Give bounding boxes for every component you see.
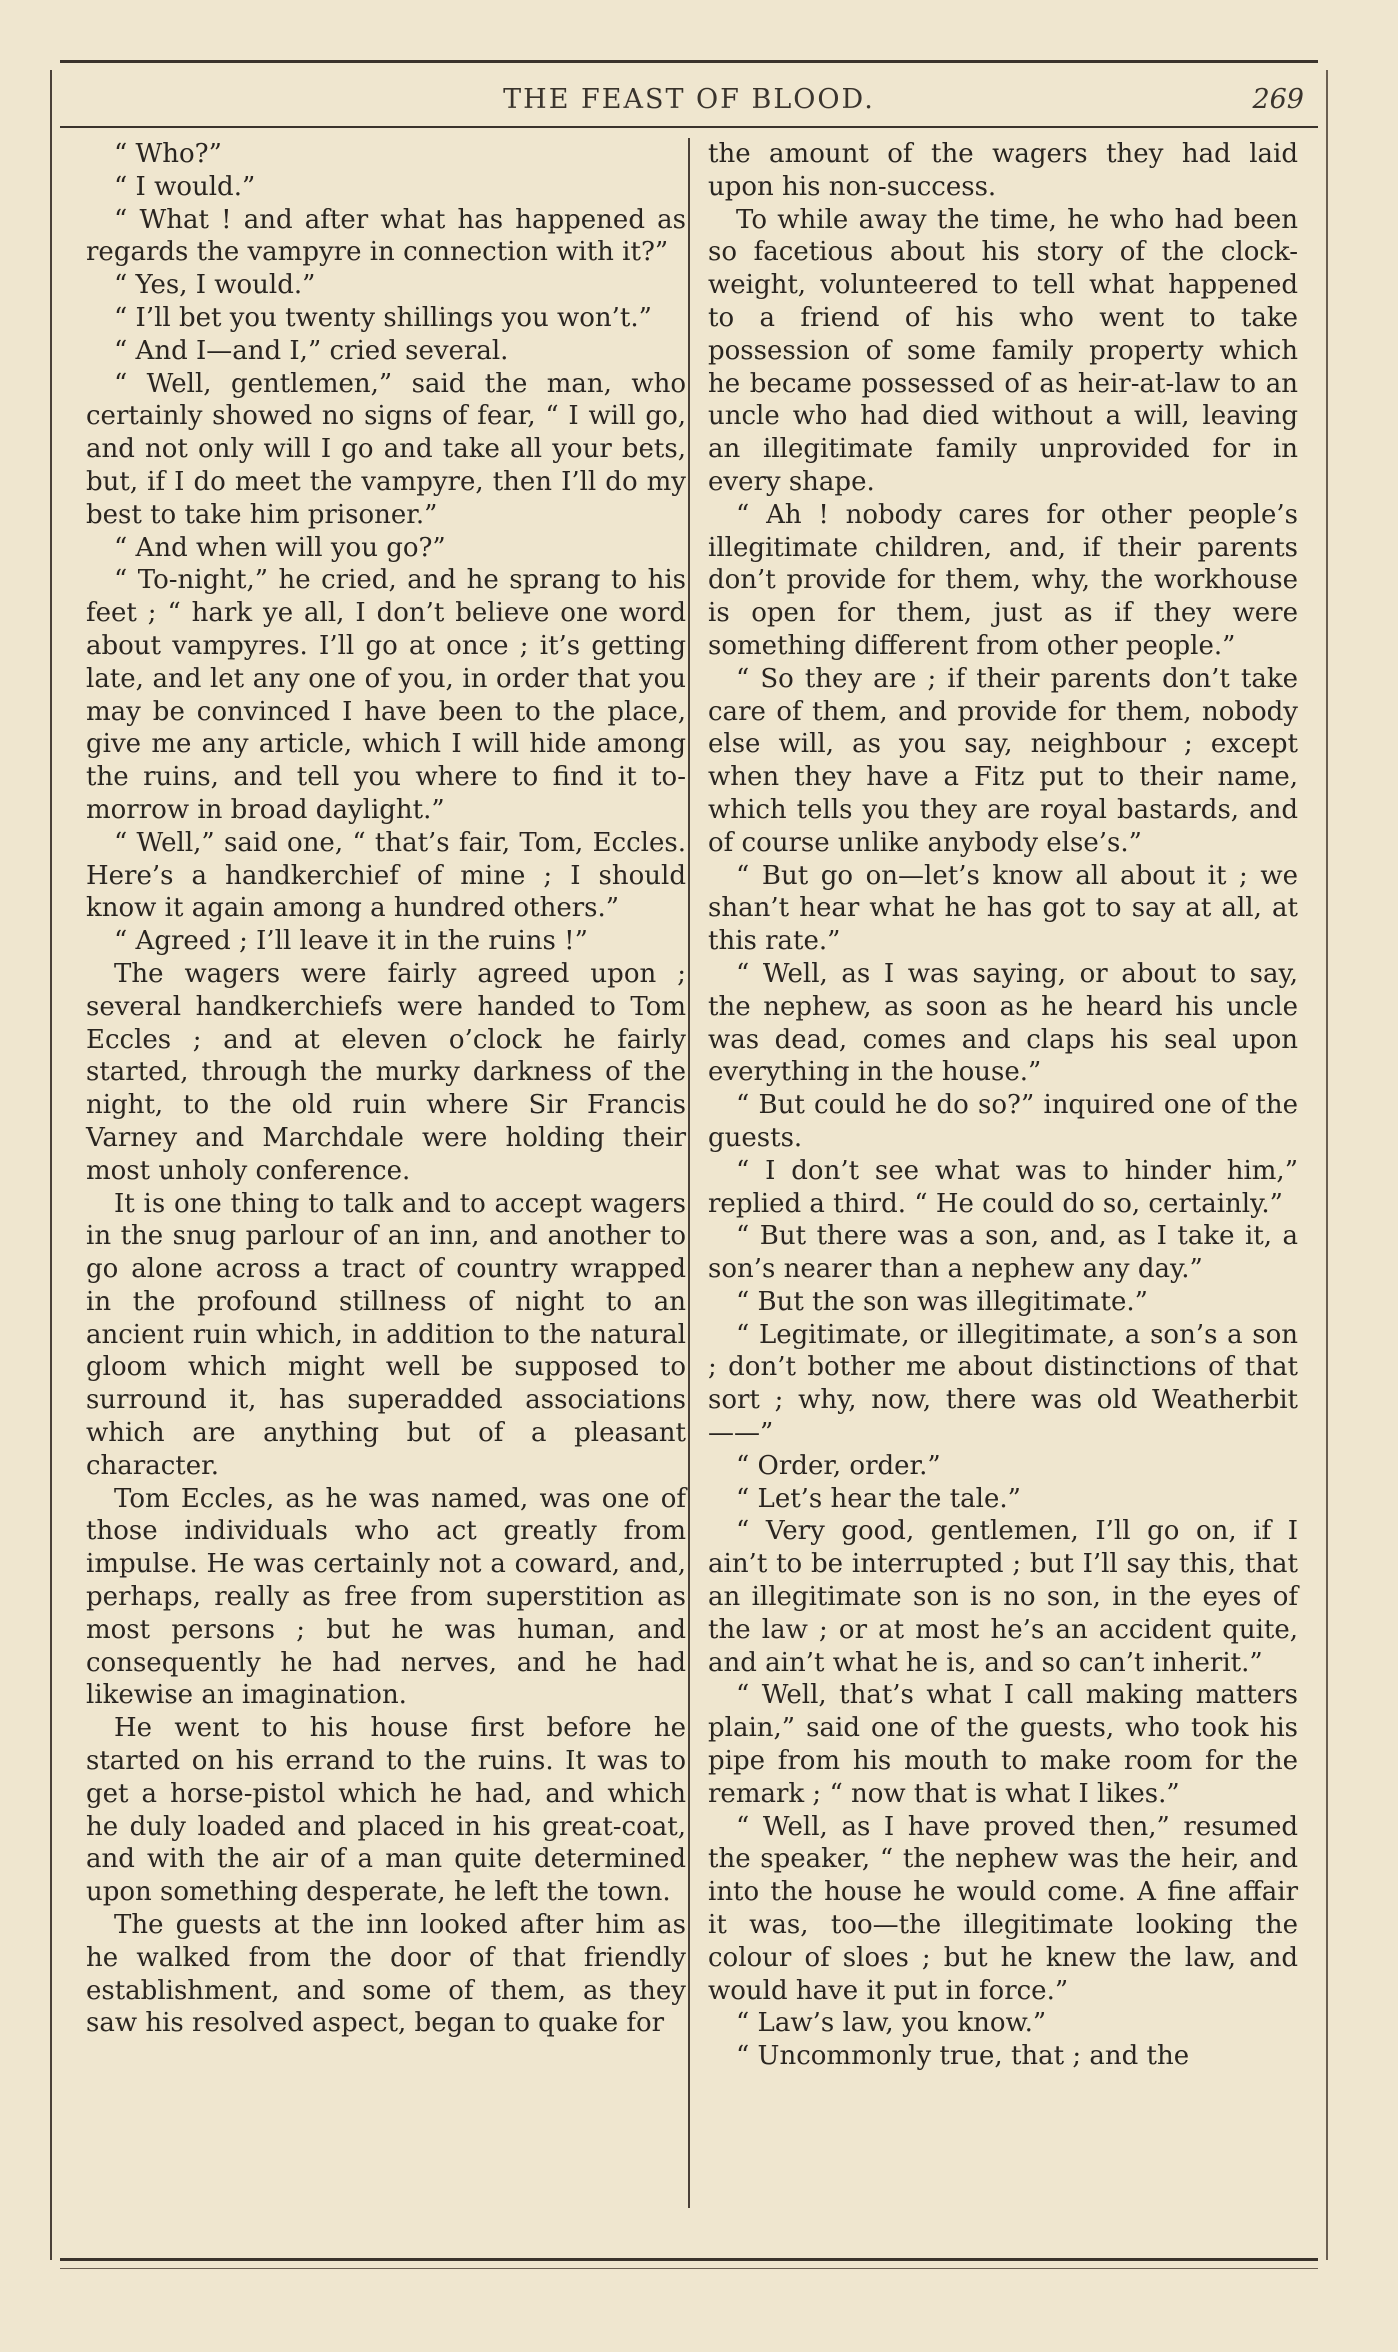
paragraph: “ Well,” said one, “ that’s fair, Tom, Eccles. Here’s a handkerchief of mine ; I should know it again among a hundred others.” — [86, 827, 686, 924]
paragraph: He went to his house first before he started on his errand to the ruins. It was to get a horse-pistol which he had, and which he duly loaded and placed in his great-coat, and with the air of a man quite determined upon something desperate, he left the town. — [86, 1713, 686, 1908]
paragraph: “ Well, gentlemen,” said the man, who certainly showed no signs of fear, “ I will go, and not only will I go and take all your bets, but, if I do meet the vampyre, then I’ll do my best to take him prisoner.” — [86, 368, 686, 530]
paragraph: “ I don’t see what was to hinder him,” replied a third. “ He could do so, certainly.” — [708, 1155, 1298, 1219]
paragraph: the amount of the wagers they had laid upon his non-success. — [708, 139, 1298, 202]
paragraph: It is one thing to talk and to accept wagers in the snug parlour of an inn, and another to go alone across a tract of country wrapped in the profound stillness of night to an ancient ruin which, in addition to the natural gloom which might well be supposed to surround it, has superadded associations which are anything but of a pleasant character. — [86, 1188, 686, 1481]
left-column — [86, 138, 686, 2040]
paragraph: “ Well, that’s what I call making matters plain,” said one of the guests, who took his pipe from his mouth to make room for the remark ; “ now that is what I likes.” — [708, 1680, 1298, 1809]
paragraph: “ So they are ; if their parents don’t take care of them, and provide for them, nobody else will, as you say, neighbour ; except when they have a Fitz put to their name, which tells you they are royal bastards, and of course unlike anybody else’s.” — [708, 663, 1298, 858]
paragraph: “ Well, as I have proved then,” resumed the speaker, “ the nephew was the heir, and into the house he would come. A fine affair it was, too—the illegitimate looking the colour of sloes ; but he knew the law, and would have it put in force.” — [708, 1811, 1298, 2006]
paragraph: “ Uncommonly true, that ; and the — [736, 2041, 1190, 2072]
paragraph: “ I would.” — [114, 171, 256, 202]
paragraph: “ Ah ! nobody cares for other people’s illegitimate children, and, if their parents don’t provide for them, why, the workhouse is open for them, just as if they were something different from other people.” — [708, 499, 1298, 661]
paragraph: “ Who?” — [114, 139, 222, 169]
paragraph: “ But there was a son, and, as I take it, a son’s nearer than a nephew any day.” — [708, 1221, 1298, 1285]
paragraph: “ Yes, I would.” — [114, 270, 316, 301]
bottom-rule-thin — [60, 2268, 1318, 2269]
paragraph: Tom Eccles, as he was named, was one of those individuals who act greatly from impulse. He was certainly not a coward, and, perhaps, really as free from superstition as most persons ; but he was human, and consequently he had nerves, and he had likewise an imagination. — [86, 1483, 686, 1711]
column-divider — [688, 138, 690, 2208]
paragraph: The wagers were fairly agreed upon ; several handkerchiefs were handed to Tom Eccles ; and at eleven o’clock he fairly started, through the murky darkness of the night, to the old ruin where Sir Francis Varney and Marchdale were holding their most unholy conference. — [86, 958, 686, 1186]
bottom-rule — [60, 2258, 1318, 2261]
paragraph: “ Legitimate, or illegitimate, a son’s a son ; don’t bother me about distinctions of that sort ; why, now, there was old Weatherbit——” — [708, 1319, 1298, 1449]
paragraph: “ Well, as I was saying, or about to say, the nephew, as soon as he heard his uncle was dead, comes and claps his seal upon everything in the house.” — [708, 958, 1298, 1088]
paragraph: “ Very good, gentlemen, I’ll go on, if I ain’t to be interrupted ; but I’ll say this, that an illegitimate son is no son, in the eyes of the law ; or at most he’s an accident quite, and ain’t what he is, and so can’t inherit.” — [708, 1516, 1298, 1678]
paragraph: “ And I—and I,” cried several. — [114, 335, 509, 366]
running-head: THE FEAST OF BLOOD. — [503, 84, 875, 115]
top-rule — [60, 60, 1318, 63]
right-border — [1326, 70, 1328, 2260]
paragraph: “ But could he do so?” inquired one of the guests. — [708, 1090, 1298, 1153]
paragraph: The guests at the inn looked after him as he walked from the door of that friendly establishment, and some of them, as they saw his resolved aspect, began to quake for — [86, 1910, 686, 2039]
page-header — [60, 78, 1318, 122]
paragraph: “ Law’s law, you know.” — [736, 2008, 1047, 2039]
right-column — [708, 138, 1298, 2073]
paragraph: “ And when will you go?” — [114, 532, 446, 563]
paragraph: “ To-night,” he cried, and he sprang to his feet ; “ hark ye all, I don’t believe one word about vampyres. I’ll go at once ; it’s getting late, and let any one of you, in order that you may be convinced I have been to the place, give me any article, which I will hide among the ruins, and tell you where to find it to-morrow in broad daylight.” — [86, 565, 686, 825]
paragraph: “ I’ll bet you twenty shillings you won’t.” — [114, 302, 652, 333]
header-rule — [60, 126, 1318, 128]
paragraph: “ But go on—let’s know all about it ; we shan’t hear what he has got to say at all, at this rate.” — [708, 860, 1298, 957]
paragraph: “ What ! and after what has happened as regards the vampyre in connection with it?” — [86, 204, 686, 268]
paragraph: “ Agreed ; I’ll leave it in the ruins !” — [114, 926, 588, 957]
page-number: 269 — [1252, 84, 1304, 115]
paragraph: “ But the son was illegitimate.” — [736, 1286, 1148, 1317]
left-border — [50, 70, 52, 2260]
paragraph: “ Order, order.” — [736, 1450, 941, 1481]
paragraph: To while away the time, he who had been so facetious about his story of the clock-weight, volunteered to tell what happened to a friend of his who went to take possession of some family property which he became possessed of as heir-at-law to an uncle who had died without a will, leaving an illegitimate family unprovided for in every shape. — [708, 204, 1298, 497]
paragraph: “ Let’s hear the tale.” — [736, 1483, 1021, 1514]
